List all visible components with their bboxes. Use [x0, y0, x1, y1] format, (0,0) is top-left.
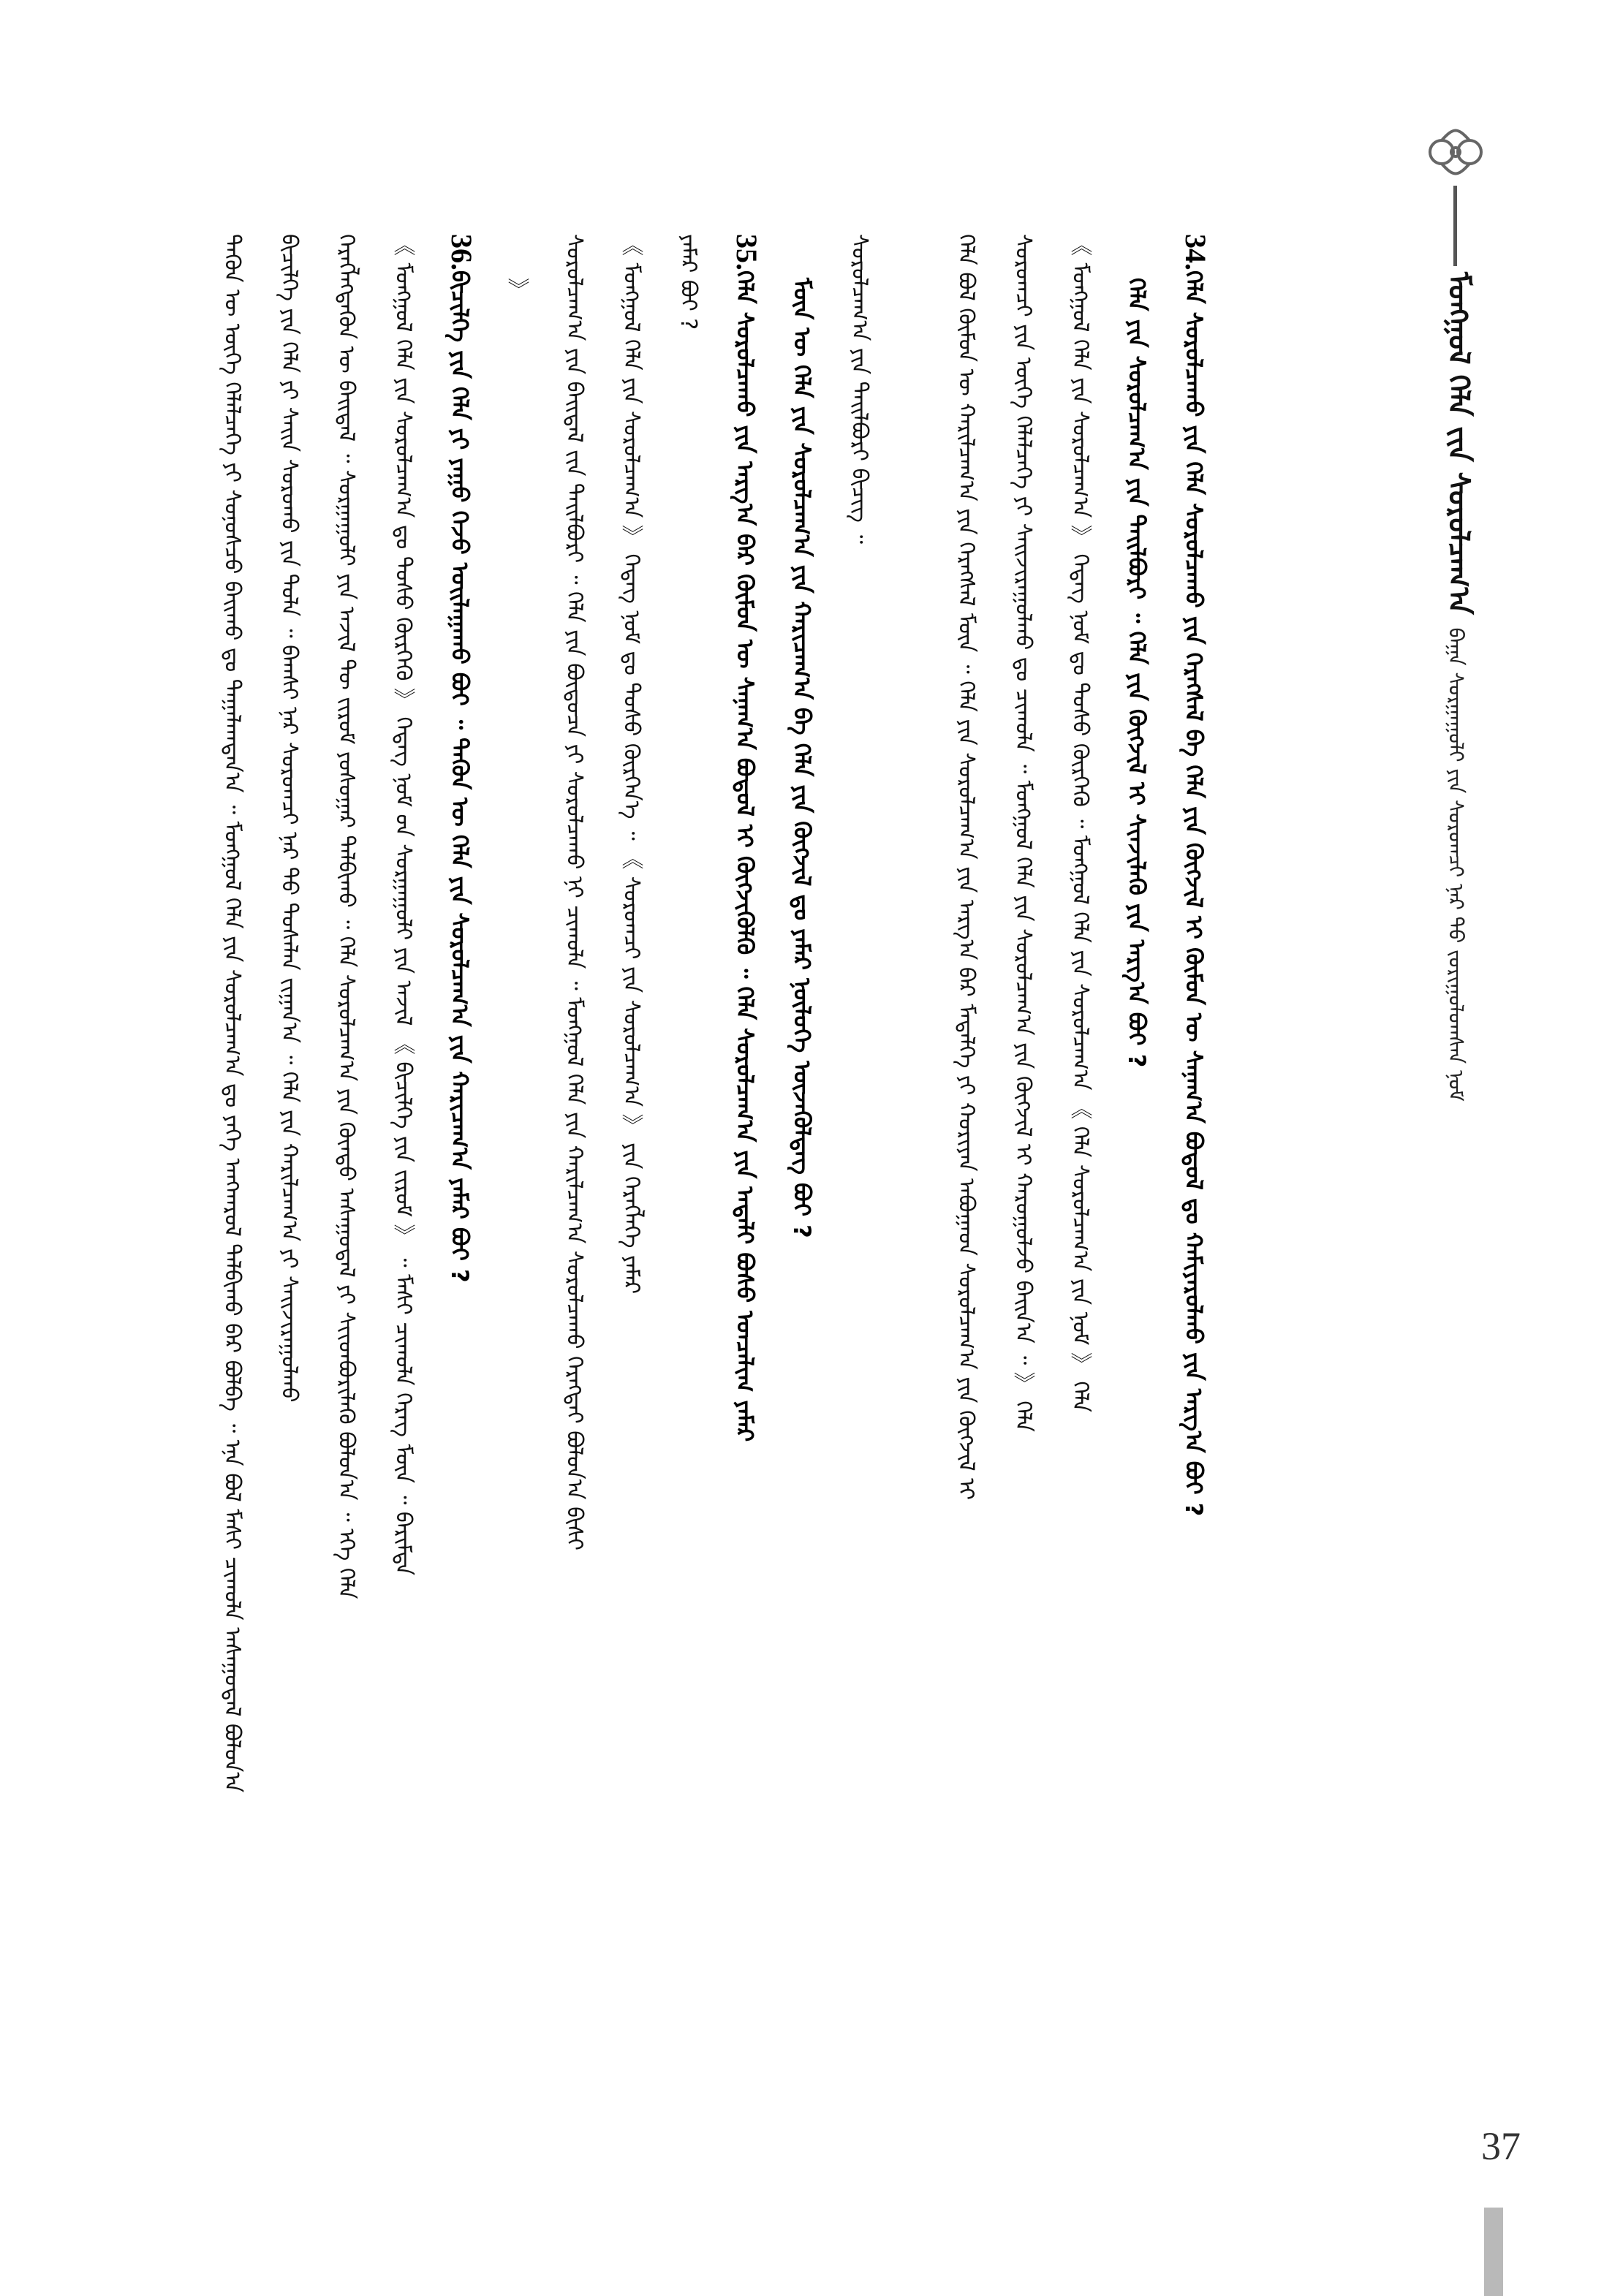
running-header [1424, 272, 1490, 1558]
text-line [608, 234, 654, 2164]
line-text: 》 [504, 278, 530, 300]
line-text: ᠬᠡᠯᠡ ᠪᠣᠯ ᠬᠦᠮᠦᠨ ᠦ ᠬᠠᠷᠢᠯᠴᠠᠭ᠎ᠠ ᠶᠢᠨ ᠬᠡᠷᠡᠭᠰᠡᠯ ᠮᠥᠨ ᠃ ᠬᠡᠯᠡ ᠶᠢᠨ ᠰᠤᠷᠤᠯᠴᠠᠭ᠎ᠠ ᠶᠢᠨ ᠠᠷᠭ᠎ᠠ ᠪᠠᠷ ᠮᠡᠳᠡᠯᠭᠡ ᠶᠢ ᠬᠤᠷᠢᠶᠠᠨ ᠠᠪᠤᠭᠠᠳ ᠰᠤᠷᠤᠯᠴᠠᠭ᠎ᠠ ᠶᠢᠨ ᠬᠥᠭᠵᠢᠯ ᠢ [953, 234, 979, 1500]
book-subtitle: ᠪᠠᠭᠠ ᠰᠤᠷᠭᠠᠭᠤᠯᠢ ᠶᠢᠨ ᠰᠤᠷᠤᠭᠴᠢ ᠨᠠᠷ ᠲᠤ᠌ ᠵᠣᠷᠢᠭᠤᠯᠤᠭᠰᠠᠨ ᠨᠣᠮ [1444, 627, 1468, 1102]
text-line [943, 234, 988, 2164]
line-text: ᠰᠤᠷᠤᠯᠴᠠᠭ᠎ᠠ ᠶᠢᠨ ᠲᠠᠢᠯᠪᠤᠷᠢ ᠪᠢᠴᠢᠭ ᠃ [847, 234, 872, 545]
edge-tab [1484, 2208, 1503, 2296]
book-title: ᠮᠣᠩᠭᠣᠯ ᠬᠡᠯᠡ ᠵᠢᠨ ᠰᠤᠷᠤᠯᠴᠠᠭ᠎ᠠ [1442, 272, 1475, 615]
text-line [380, 234, 425, 2164]
line-text: ᠬᠡᠯᠡ ᠰᠤᠷᠤᠯᠴᠠᠬᠤ ᠶᠢᠨ ᠬᠡᠯᠡ ᠰᠤᠷᠤᠯᠴᠠᠬᠤ ᠶᠢᠨ ᠬᠡᠷᠡᠭᠰᠡᠯ ᠪᠠ ᠬᠡᠯᠡ ᠶᠢᠨ ᠬᠥᠭᠵᠢᠯ ᠢ ᠬᠦᠮᠦᠨ ᠦ ᠰᠠᠨᠠᠭ᠎ᠠ ᠪᠣᠳᠣᠯ ᠳᠤ ᠬᠠᠮᠢᠶᠠᠷᠤᠯᠬᠤ ᠶᠢᠨ ᠠᠷᠭ᠎ᠠ ᠪᠣᠢ ? [1180, 270, 1208, 1517]
question-line [779, 234, 825, 2164]
text-line [665, 234, 711, 2164]
text-line [1000, 234, 1045, 2164]
page-number: 37 [1481, 2124, 1521, 2168]
line-text: 《 ᠮᠣᠩᠭᠣᠯ ᠬᠡᠯᠡ ᠶᠢᠨ ᠰᠤᠷᠤᠯᠴᠠᠭ᠎ᠠ ᠳᠤ ᠲᠤᠰᠤ ᠬᠦᠷᠭᠡᠬᠦ 》 ᠭᠡᠳᠡᠭ ᠨᠣᠮ ᠤ᠋ᠨ ᠰᠤᠷᠭᠠᠭᠤᠯᠢ ᠶᠢᠨ ᠠᠵᠢᠯ 《 ᠪᠢᠴᠢᠯᠭᠡ ᠶᠢᠨ ᠵᠢᠷᠤᠮ 》 ᠃ ᠮᠠᠰᠢ ᠴᠢᠬᠤᠯᠠ ᠬᠡᠷᠡᠭ ᠮᠥᠨ ᠃ ᠪᠠᠷᠢᠮᠲᠠ [390, 234, 416, 1576]
question-line [722, 234, 768, 2164]
line-text: ᠪᠢᠴᠢᠯᠭᠡ ᠶᠢᠨ ᠬᠡᠯᠡ ᠶᠢ ᠶᠠᠭᠤ ᠭᠡᠵᠦ ᠣᠢᠯᠠᠭᠠᠬᠤ ᠪᠣᠢ ᠃ ᠲᠡᠭᠦᠨ ᠦ ᠬᠡᠯᠡ ᠶᠢᠨ ᠰᠤᠷᠤᠯᠴᠠᠭ᠎ᠠ ᠶᠢᠨ ᠬᠠᠷᠢᠴᠠᠭ᠎ᠠ ᠶᠠᠮᠠᠷ ᠪᠣᠢ ? [446, 270, 474, 1283]
body-text [197, 234, 1287, 2164]
line-text: ᠬᠡᠷᠡᠭᠯᠡᠭᠳᠡᠬᠦᠨ ᠦ ᠪᠠᠢᠳᠠᠯ ᠃ ᠰᠤᠷᠭᠠᠭᠤᠯᠢ ᠶᠢᠨ ᠠᠵᠢᠯ ᠲᠦ ᠵᠢᠷᠤᠮ ᠶᠣᠰᠣᠭᠠᠷ ᠲᠠᠯᠪᠢᠬᠤ ᠃ ᠬᠡᠯᠡ ᠰᠤᠷᠤᠯᠴᠠᠭ᠎ᠠ ᠶᠢᠨ ᠬᠦᠨᠳᠦ ᠠᠰᠠᠭᠤᠳᠠᠯ ᠶᠢ ᠰᠢᠢᠳᠪᠦᠷᠢᠯᠡᠬᠦ ᠪᠣᠯᠤᠨ᠎ᠠ ᠃ ᠡᠬᠡ ᠬᠡᠯᠡ [333, 234, 359, 1599]
line-text: ᠬᠡᠯᠡ ᠶᠢᠨ ᠰᠤᠷᠤᠯᠴᠠᠭ᠎ᠠ ᠶᠢᠨ ᠲᠠᠢᠯᠪᠤᠷᠢ ᠃ ᠬᠡᠯᠡ ᠶᠢᠨ ᠬᠥᠭᠵᠢᠯ ᠢ ᠰᠢᠨᠵᠢᠯᠡᠬᠦ ᠶᠢᠨ ᠠᠷᠭ᠎ᠠ ᠪᠣᠢ ? [1123, 278, 1151, 1068]
line-text: ᠪᠢᠴᠢᠯᠭᠡ ᠶᠢᠨ ᠬᠡᠯᠡ ᠶᠢ ᠰᠠᠢᠨ ᠰᠤᠷᠤᠬᠤ ᠶᠢᠨ ᠲᠤᠯᠠ ᠃ ᠪᠠᠭᠰᠢ ᠨᠠᠷ ᠰᠤᠷᠤᠭᠴᠢ ᠨᠠᠷ ᠲᠤ᠌ ᠲᠤᠰᠠᠯᠠᠨ ᠵᠢᠭᠠᠨ᠎ᠠ ᠃ ᠬᠡᠯᠡ ᠶᠢᠨ ᠬᠠᠷᠢᠯᠴᠠᠭ᠎ᠠ ᠶᠢ ᠰᠠᠢᠵᠢᠷᠠᠭᠤᠯᠬᠤ [276, 234, 302, 1403]
line-text: ᠬᠡᠯᠡ ᠰᠤᠷᠤᠯᠴᠠᠬᠤ ᠶᠢᠨ ᠠᠷᠭ᠎ᠠ ᠪᠠᠷ ᠬᠦᠮᠦᠨ ᠦ ᠰᠠᠨᠠᠭ᠎ᠠ ᠪᠣᠳᠣᠯ ᠢ ᠬᠥᠭᠵᠢᠭᠦᠯᠬᠦ ᠃ ᠬᠡᠯᠡ ᠰᠤᠷᠤᠯᠴᠠᠭ᠎ᠠ ᠶᠢᠨ ᠠᠳᠠᠯᠢ ᠪᠤᠰᠤ ᠣᠨᠴᠠᠯᠢᠭ ᠶᠠᠮᠠᠷ [731, 270, 759, 1442]
line-text: ᠰᠤᠷᠤᠭᠴᠢ ᠶᠢᠨ ᠦᠭᠡ ᠬᠡᠯᠡᠯᠴᠡᠭᠡ ᠶᠢ ᠰᠠᠢᠵᠢᠷᠠᠭᠤᠯᠬᠤ ᠳᠤ ᠴᠢᠬᠤᠯᠠ ᠃ ᠮᠣᠩᠭᠣᠯ ᠬᠡᠯᠡ ᠶᠢᠨ ᠰᠤᠷᠤᠯᠴᠠᠭ᠎ᠠ ᠶᠢᠨ ᠬᠥᠭᠵᠢᠯ ᠢ ᠬᠠᠷᠤᠭᠤᠯᠵᠤ ᠪᠠᠢᠨ᠎ᠠ ᠃ 》 ᠬᠡᠯᠡ [1010, 234, 1036, 1432]
line-text: ᠮᠥᠨ ᠦ ᠬᠡᠯᠡ ᠶᠢᠨ ᠰᠤᠷᠤᠯᠴᠠᠭ᠎ᠠ ᠶᠢᠨ ᠬᠠᠷᠢᠴᠠᠭ᠎ᠠ ᠪᠠ ᠬᠡᠯᠡ ᠶᠢᠨ ᠬᠥᠭᠵᠢᠯ ᠳᠤ ᠶᠠᠮᠠᠷ ᠨᠥᠯᠦᠭᠡ ᠦᠵᠡᠭᠦᠯᠳᠡᠭ ᠪᠣᠢ ? [788, 278, 816, 1238]
question-number: 36. [445, 234, 478, 270]
line-text: ᠰᠤᠷᠤᠯᠴᠠᠭ᠎ᠠ ᠶᠢᠨ ᠪᠠᠢᠳᠠᠯ ᠵᠢᠨ ᠲᠠᠢᠯᠪᠤᠷᠢ ᠃ ᠬᠡᠯᠡ ᠶᠢᠨ ᠪᠦᠲᠦᠴᠡ ᠶᠢ ᠰᠤᠷᠤᠯᠴᠠᠬᠤ ᠨᠢ ᠴᠢᠬᠤᠯᠠ ᠃ ᠮᠣᠩᠭᠣᠯ ᠬᠡᠯᠡ ᠶᠢᠨ ᠬᠠᠷᠢᠯᠴᠠᠭ᠎ᠠ ᠰᠤᠷᠤᠯᠴᠠᠬᠤ ᠬᠡᠷᠡᠭᠲᠡᠢ ᠪᠣᠯᠤᠨ᠎ᠠ ᠪᠢᠰᠢ [561, 234, 587, 1551]
line-text: 《 ᠮᠣᠩᠭᠣᠯ ᠬᠡᠯᠡ ᠶᠢᠨ ᠰᠤᠷᠤᠯᠴᠠᠭ᠎ᠠ 》 ᠭᠡᠳᠡᠭ ᠨᠣᠮ ᠳᠤ ᠲᠤᠰᠤ ᠬᠦᠷᠭᠡᠨ᠎ᠡ ᠃ 《 ᠰᠤᠷᠤᠭᠴᠢ ᠶᠢᠨ ᠰᠤᠷᠤᠯᠴᠠᠭ᠎ᠠ 》 ᠶᠢᠨ ᠬᠡᠷᠡᠭᠯᠡᠭᠡ ᠶᠠᠮᠠᠷ [618, 234, 644, 1295]
question-number: 35. [730, 234, 763, 270]
line-text: ᠶᠠᠮᠠᠷ ᠪᠣᠢ ? [676, 234, 701, 330]
text-line [209, 234, 254, 2164]
text-line [1057, 234, 1102, 2164]
question-number: 34. [1179, 234, 1212, 270]
ornament-icon [1424, 123, 1487, 186]
question-line [1171, 234, 1217, 2164]
text-line [836, 234, 882, 2164]
line-text: ᠲᠡᠭᠦᠨ ᠦ ᠦᠭᠡ ᠬᠡᠯᠡᠯᠴᠡᠭᠡ ᠶᠢ ᠰᠣᠨᠣᠰᠴᠤ ᠪᠠᠢᠬᠤ ᠳᠤ ᠲᠠᠭᠠᠯᠠᠭᠳᠠᠨ᠎ᠠ ᠃ ᠮᠣᠩᠭᠣᠯ ᠬᠡᠯᠡ ᠶᠢᠨ ᠰᠤᠷᠤᠯᠴᠠᠭ᠎ᠠ ᠳᠤ ᠶᠡᠬᠡ ᠠᠨᠭᠬᠠᠷᠤᠯ ᠲᠠᠯᠪᠢᠬᠤ ᠪᠡᠷ ᠪᠣᠯᠪᠠ ᠃ ᠡᠨᠡ ᠪᠣᠯ ᠮᠠᠰᠢ ᠴᠢᠬᠤᠯᠠ ᠠᠰᠠᠭᠤᠳᠠᠯ ᠪᠣᠯᠤᠨ᠎ᠠ [219, 234, 245, 1793]
header-rule [1453, 186, 1457, 266]
line-text: 《 ᠮᠣᠩᠭᠣᠯ ᠬᠡᠯᠡ ᠶᠢᠨ ᠰᠤᠷᠤᠯᠴᠠᠭ᠎ᠠ 》 ᠭᠡᠳᠡᠭ ᠨᠣᠮ ᠳᠤ ᠲᠤᠰᠤ ᠬᠦᠷᠭᠡᠬᠦ ᠃ ᠮᠣᠩᠭᠣᠯ ᠬᠡᠯᠡ ᠶᠢᠨ ᠰᠤᠷᠤᠯᠴᠠᠭ᠎ᠠ 《 ᠬᠡᠯᠡ ᠰᠤᠷᠤᠯᠴᠠᠭ᠎ᠠ ᠶᠢᠨ ᠨᠣᠮ 》 ᠬᠡᠯᠡ [1067, 234, 1093, 1413]
question-line [437, 234, 483, 2164]
text-line [323, 234, 368, 2164]
text-line [494, 234, 540, 2164]
question-line [1114, 234, 1159, 2164]
text-line [551, 234, 597, 2164]
text-line [266, 234, 311, 2164]
